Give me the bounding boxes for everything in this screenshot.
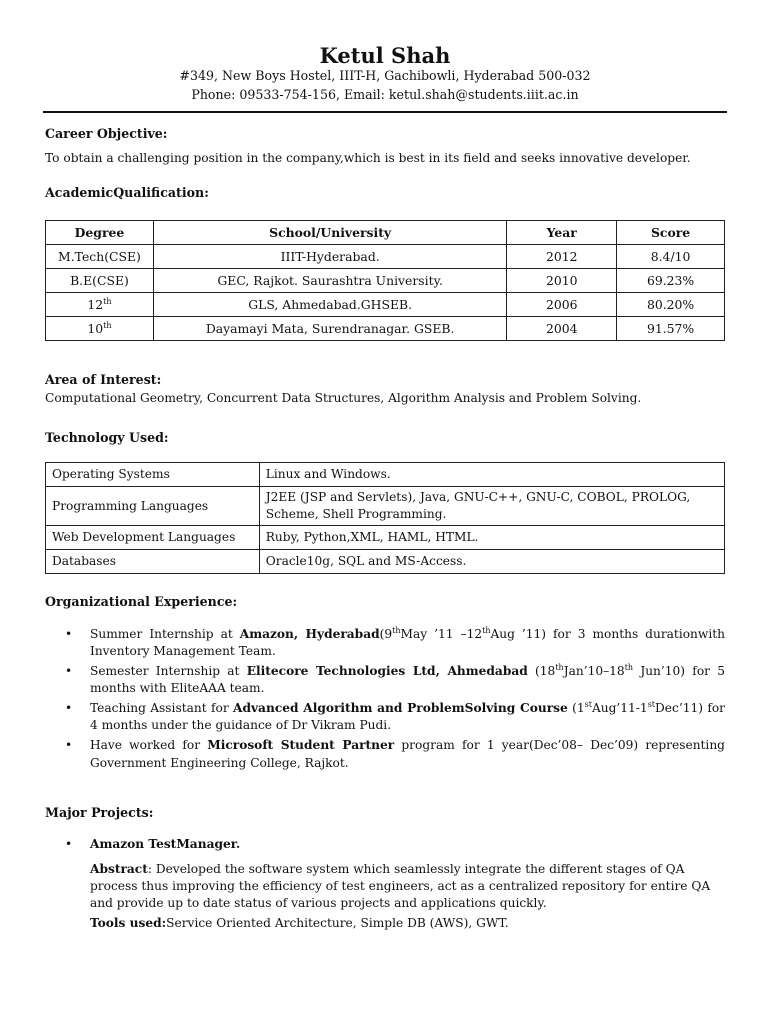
col-degree: Degree: [46, 221, 154, 245]
interest-title: Area of Interest:: [45, 372, 162, 387]
academic-row: [46, 245, 725, 269]
resume-page: [45, 0, 725, 931]
experience-item: • Have worked for Microsoft Student Partner program for 1 year(Dec’08– Dec’09) representing Government Engineering College, Rajkot.: [65, 738, 725, 770]
tech-label: Programming Languages: [46, 487, 260, 526]
experience-item: • Semester Internship at Elitecore Technologies Ltd, Ahmedabad (18thJan’10–18th Jun’10) for 5 months with EliteAAA team.: [65, 663, 725, 696]
academic-row: [46, 269, 725, 293]
bullet-icon: •: [65, 701, 73, 716]
degree-cell: 12th: [46, 293, 154, 317]
projects-list-wrap: [45, 836, 725, 932]
academic-table-wrap: [45, 220, 725, 341]
project-name: Amazon TestManager.: [90, 837, 241, 851]
technology-row: [46, 487, 725, 526]
bullet-icon: •: [65, 627, 73, 641]
technology-row: [46, 550, 725, 574]
experience-item: • Summer Internship at Amazon, Hyderabad(9thMay ’11 –12thAug ’11) for 3 months durationwith Inventory Management Team.: [65, 625, 725, 659]
school-cell: Dayamayi Mata, Surendranagar. GSEB.: [153, 317, 506, 341]
academic-header-row: [46, 221, 725, 245]
year-cell: 2006: [507, 293, 617, 317]
school-cell: GEC, Rajkot. Saurashtra University.: [153, 269, 506, 293]
technology-section: [45, 429, 725, 447]
technology-row: [46, 463, 725, 487]
col-score: Score: [617, 221, 725, 245]
project-item: [45, 836, 725, 853]
tech-label: Web Development Languages: [46, 526, 260, 550]
degree-cell: M.Tech(CSE): [46, 245, 154, 269]
academic-row: [46, 293, 725, 317]
bullet-icon: •: [65, 738, 73, 753]
candidate-name: Ketul Shah: [319, 43, 451, 68]
interest-text: Computational Geometry, Concurrent Data Structures, Algorithm Analysis and Problem Solving.: [45, 390, 642, 405]
projects-list: [45, 836, 725, 853]
academic-table: [45, 220, 725, 341]
academic-title: AcademicQualification:: [45, 185, 209, 200]
bullet-icon: •: [65, 664, 73, 679]
candidate-address: #349, New Boys Hostel, IIIT-H, Gachibowli, Hyderabad 500-032: [179, 68, 591, 84]
career-title: Career Objective:: [45, 126, 168, 141]
year-cell: 2010: [507, 269, 617, 293]
score-cell: 69.23%: [617, 269, 725, 293]
projects-title: Major Projects:: [45, 805, 154, 820]
degree-cell: B.E(CSE): [46, 269, 154, 293]
tech-value: Oracle10g, SQL and MS-Access.: [259, 550, 724, 574]
technology-table-wrap: [45, 462, 725, 574]
header-divider: [43, 111, 727, 113]
candidate-contact: Phone: 09533-754-156, Email: ketul.shah@students.iiit.ac.in: [191, 86, 579, 102]
interest-section: [45, 371, 725, 407]
project-abstract: Abstract: Developed the software system which seamlessly integrate the different stages of QA process thus improving the efficiency of test engineers, act as a centralized repository for entire QA and provide up to date status of various projects and applications quickly.: [90, 862, 711, 911]
experience-item: • Teaching Assistant for Advanced Algorithm and ProblemSolving Course (1stAug’11-1stDec’11) for 4 months under the guidance of Dr Vikram Pudi.: [65, 700, 725, 733]
experience-list-wrap: [45, 626, 725, 775]
col-school: School/University: [153, 221, 506, 245]
resume-header: [45, 0, 725, 113]
project-tools: Tools used:Service Oriented Architecture, Simple DB (AWS), GWT.: [90, 916, 509, 931]
academic-row: [46, 317, 725, 341]
tech-value: J2EE (JSP and Servlets), Java, GNU-C++, GNU-C, COBOL, PROLOG, Scheme, Shell Programming.: [259, 487, 724, 526]
tech-value: Linux and Windows.: [259, 463, 724, 487]
year-cell: 2012: [507, 245, 617, 269]
year-cell: 2004: [507, 317, 617, 341]
technology-row: [46, 526, 725, 550]
technology-table: [45, 462, 725, 574]
score-cell: 8.4/10: [617, 245, 725, 269]
tech-label: Databases: [46, 550, 260, 574]
projects-section: [45, 804, 725, 822]
experience-list: [45, 626, 725, 772]
bullet-icon: •: [65, 837, 73, 851]
project-body: [45, 861, 725, 932]
tech-label: Operating Systems: [46, 463, 260, 487]
academic-section: [45, 184, 725, 202]
tech-value: Ruby, Python,XML, HAML, HTML.: [259, 526, 724, 550]
experience-title: Organizational Experience:: [45, 594, 238, 609]
technology-title: Technology Used:: [45, 430, 169, 445]
school-cell: GLS, Ahmedabad.GHSEB.: [153, 293, 506, 317]
experience-section: [45, 593, 725, 611]
career-section: [45, 125, 725, 167]
degree-cell: 10th: [46, 317, 154, 341]
career-text: To obtain a challenging position in the company,which is best in its field and seeks innovative developer.: [45, 150, 691, 165]
score-cell: 91.57%: [617, 317, 725, 341]
school-cell: IIIT-Hyderabad.: [153, 245, 506, 269]
score-cell: 80.20%: [617, 293, 725, 317]
col-year: Year: [507, 221, 617, 245]
